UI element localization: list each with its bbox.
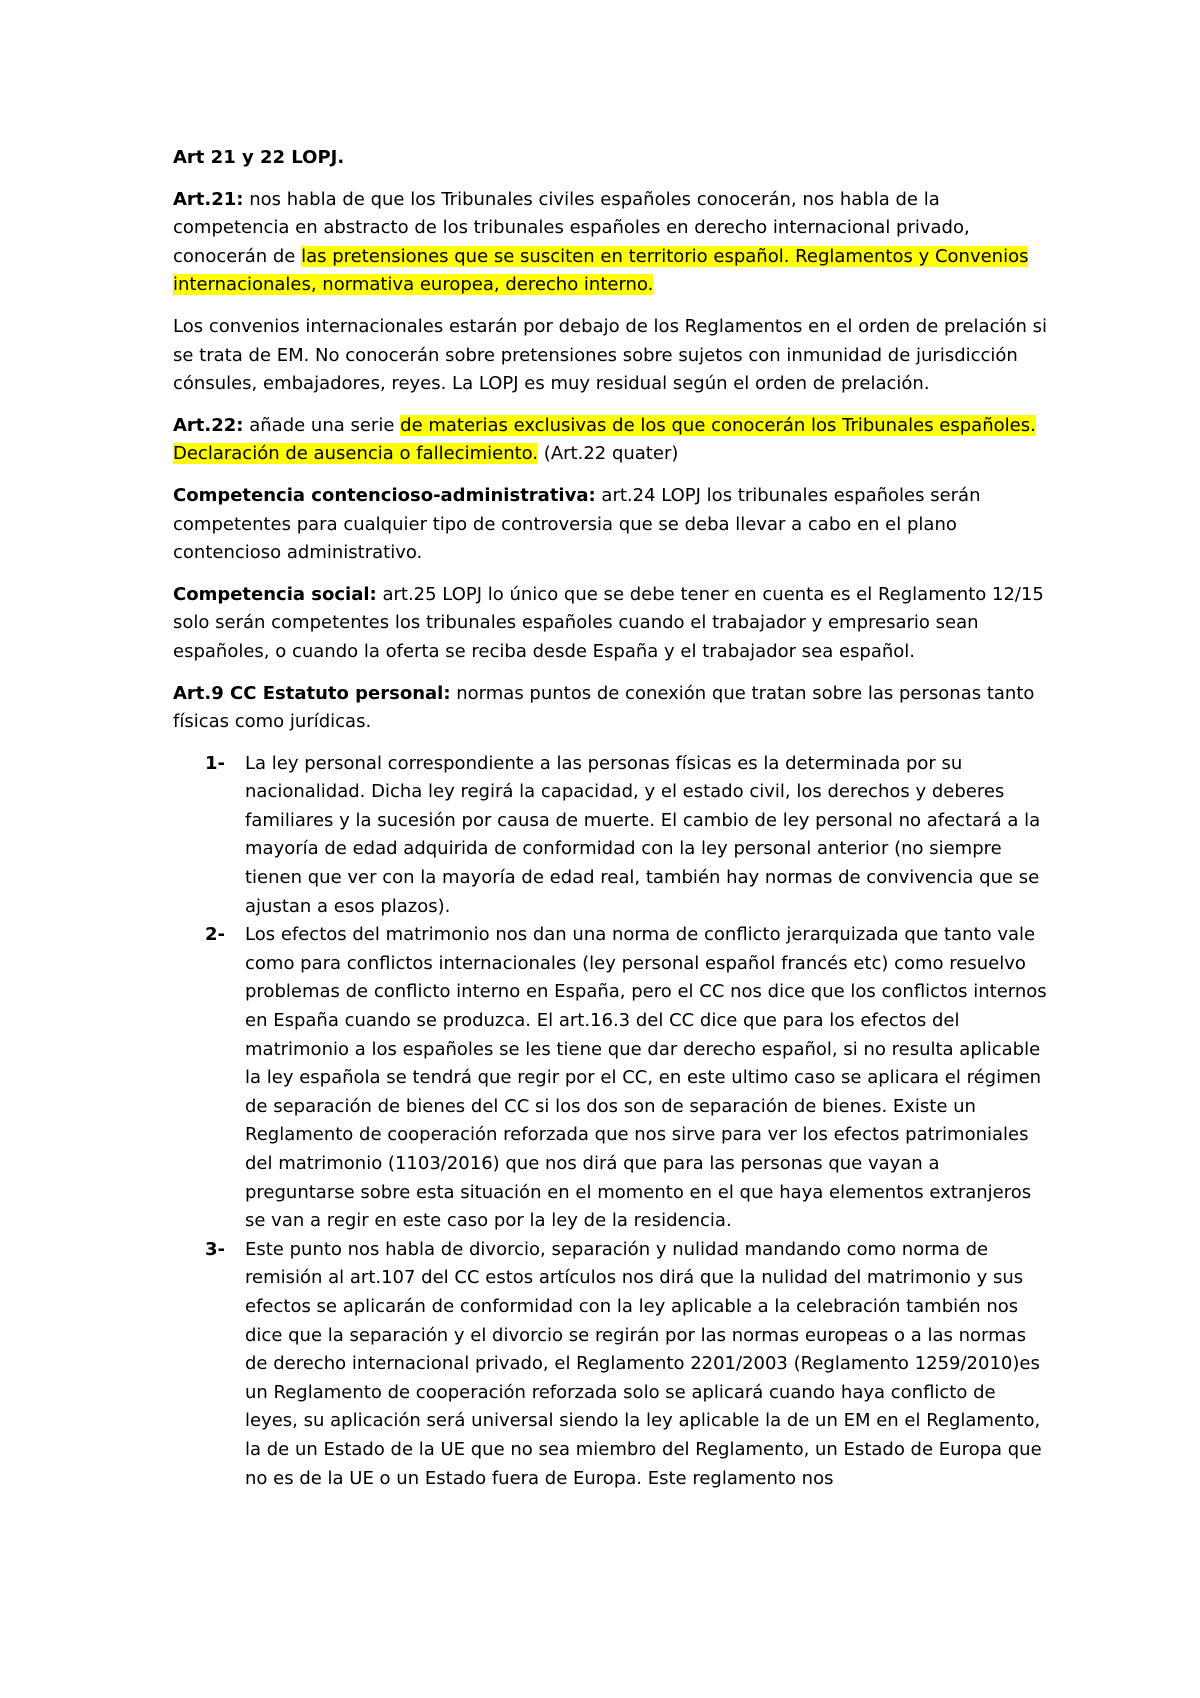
paragraph-social (173, 581, 1050, 667)
list-item-number: 3- (205, 1238, 225, 1260)
numbered-list (173, 750, 1050, 1493)
art22-text: añade una serie (243, 414, 401, 436)
paragraph-contencioso (173, 482, 1050, 568)
paragraph-convenios: Los convenios internacionales estarán por debajo de los Reglamentos en el orden de prelación si se trata de EM. No conocerán sobre pretensiones sobre sujetos con inmunidad de jurisdicción cónsules, embajadores, reyes. La LOPJ es muy residual según el orden de prelación. (173, 315, 1047, 395)
list-item-number: 1- (205, 752, 225, 774)
art9-text: normas puntos de conexión que tratan sobre las personas tanto físicas como jurídicas. (173, 682, 1035, 733)
list-item-text: Este punto nos habla de divorcio, separación y nulidad mandando como norma de remisión al art.107 del CC estos artículos nos dirá que la nulidad del matrimonio y sus efectos se aplicarán de conformidad con la ley aplicable a la celebración también nos dice que la separación y el divorcio se regirán por las normas europeas o a las normas de derecho internacional privado, el Reglamento 2201/2003 (Reglamento 1259/2010)es un Reglamento de cooperación reforzada solo se aplicará cuando haya conflicto de leyes, su aplicación será universal siendo la ley aplicable la de un EM en el Reglamento, la de un Estado de la UE que no sea miembro del Reglamento, un Estado de Europa que no es de la UE o un Estado fuera de Europa. Este reglamento nos (245, 1238, 1042, 1489)
document-title (173, 144, 1050, 173)
social-text: art.25 LOPJ lo único que se debe tener en cuenta es el Reglamento 12/15 solo serán competentes los tribunales españoles cuando el trabajador y empresario sean españoles, o cuando la oferta se reciba desde España y el trabajador sea español. (173, 583, 1044, 662)
art9-label: Art.9 CC Estatuto personal: (173, 682, 451, 704)
list-item-number: 2- (205, 924, 225, 946)
art22-tail: (Art.22 quater) (538, 443, 679, 465)
list-item (173, 750, 1050, 922)
list-item-text: Los efectos del matrimonio nos dan una norma de conflicto jerarquizada que tanto vale como para conflictos internacionales (ley personal español francés etc) como resuelvo problemas de conflicto interno en España, pero el CC nos dice que los conflictos internos en España cuando se produzca. El art.16.3 del CC dice que para los efectos del matrimonio a los españoles se les tiene que dar derecho español, si no resulta aplicable la ley española se tendrá que regir por el CC, en este ultimo caso se aplicara el régimen de separación de bienes del CC si los dos son de separación de bienes. Existe un Reglamento de cooperación reforzada que nos sirve para ver los efectos patrimoniales del matrimonio (1103/2016) que nos dirá que para las personas que vayan a preguntarse sobre esta situación en el momento en el que haya elementos extranjeros se van a regir en este caso por la ley de la residencia. (245, 924, 1047, 1232)
paragraph-art9 (173, 680, 1050, 737)
list-item (173, 1236, 1050, 1493)
art21-text: nos habla de que los Tribunales civiles españoles conocerán, nos habla de la competencia en abstracto de los tribunales españoles en derecho internacional privado, conocerán de (173, 188, 970, 267)
contencioso-text: art.24 LOPJ los tribunales españoles serán competentes para cualquier tipo de controversia que se deba llevar a cabo en el plano contencioso administrativo. (173, 484, 981, 564)
contencioso-label: Competencia contencioso-administrativa: (173, 484, 596, 506)
art22-highlight: de materias exclusivas de los que conocerán los Tribunales españoles. Declaración de ausencia o fallecimiento. (173, 414, 1036, 465)
art22-label: Art.22: (173, 414, 244, 436)
title-text: Art 21 y 22 LOPJ. (173, 147, 345, 168)
paragraph-art22 (173, 412, 1050, 469)
art21-label: Art.21: (173, 188, 244, 210)
list-item-text: La ley personal correspondiente a las personas físicas es la determinada por su nacionalidad. Dicha ley regirá la capacidad, y el estado civil, los derechos y deberes familiares y la sucesión por causa de muerte. El cambio de ley personal no afectará a la mayoría de edad adquirida de conformidad con la ley personal anterior (no siempre tienen que ver con la mayoría de edad real, también hay normas de convivencia que se ajustan a esos plazos). (245, 752, 1041, 917)
art21-highlight: las pretensiones que se susciten en territorio español. Reglamentos y Convenios internacionales, normativa europea, derecho interno. (173, 245, 1029, 296)
list-item (173, 921, 1050, 1236)
social-label: Competencia social: (173, 583, 377, 605)
paragraph-art21 (173, 186, 1050, 300)
